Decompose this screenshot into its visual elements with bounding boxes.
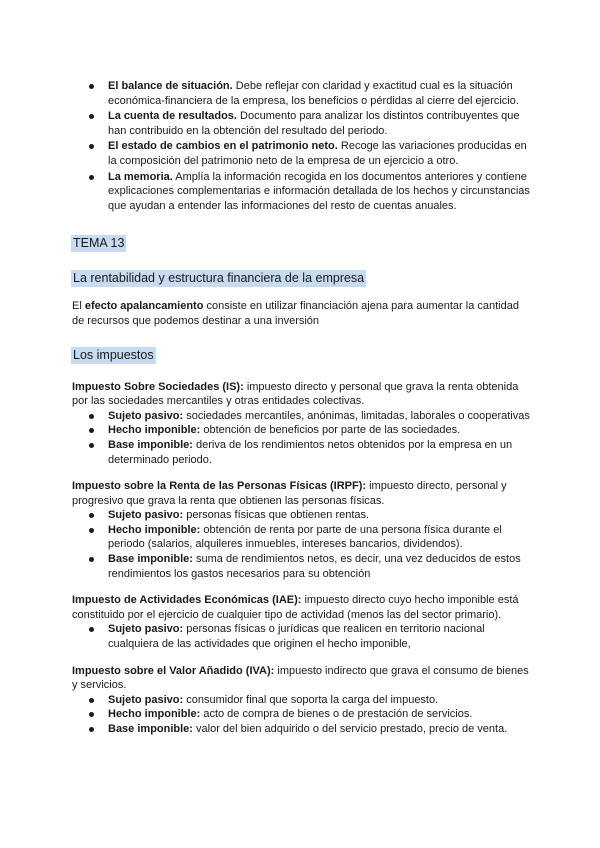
bullet-icon: [89, 414, 94, 419]
tax-block-irpf: [72, 479, 532, 581]
list-item-term: Hecho imponible:: [108, 523, 201, 536]
tax-desc: impuesto directo cuyo hecho imponible está constituido por el ejercicio de cualquier tipo de actividad (menos las del sector primario).: [72, 594, 519, 621]
list-item: [108, 170, 532, 214]
tax-intro: [72, 593, 532, 622]
bullet-icon: [89, 114, 94, 119]
list-item-text: Documento para analizar los distintos contribuyentes que han contribuido en la obtención del resultado del periodo.: [108, 110, 520, 137]
paragraph-text: El: [72, 300, 85, 313]
list-item-term: Sujeto pasivo:: [108, 623, 184, 636]
tax-desc: impuesto directo y personal que grava la renta obtenida por las sociedades mercantiles y otras entidades colectivas.: [72, 380, 519, 408]
paragraph-term: efecto apalancamiento: [84, 300, 204, 313]
list-item: [108, 508, 532, 523]
tax-block-is: [72, 380, 532, 468]
bullet-icon: [89, 428, 94, 433]
list-item: [108, 409, 532, 424]
bullet-icon: [89, 557, 94, 562]
list-item-term: El estado de cambios en el patrimonio neto.: [108, 140, 338, 153]
list-item-term: Base imponible:: [108, 553, 193, 566]
list-item: [108, 438, 532, 467]
list-item: [108, 622, 532, 651]
tax-desc: impuesto indirecto que grava el consumo de bienes y servicios.: [72, 664, 529, 692]
list-item: [108, 693, 532, 708]
tema-heading-block: [72, 235, 532, 252]
tax-name: Impuesto Sobre Sociedades (IS):: [72, 380, 244, 393]
list-item: [108, 523, 532, 552]
list-item-term: Sujeto pasivo:: [108, 693, 184, 706]
section-heading-block: [72, 270, 532, 287]
list-item: [108, 722, 532, 737]
tax-items: [108, 508, 532, 581]
tema-heading: TEMA 13: [73, 236, 125, 251]
apalancamiento-paragraph: [72, 299, 532, 328]
bullet-icon: [89, 443, 94, 448]
list-item: [108, 79, 532, 108]
tax-intro: [72, 380, 532, 409]
tax-items: [108, 622, 532, 651]
document-content: [72, 79, 532, 737]
list-item-term: La memoria.: [108, 170, 173, 183]
tax-block-iae: [72, 593, 532, 651]
list-item-term: Hecho imponible:: [108, 708, 201, 721]
bullet-icon: [89, 528, 94, 533]
tax-name: Impuesto sobre el Valor Añadido (IVA):: [72, 664, 275, 677]
list-item-text: suma de rendimientos netos, es decir, una vez deducidos de estos rendimientos los gastos necesarios para su obtención: [108, 553, 521, 580]
list-item-text: personas físicas o jurídicas que realicen en territorio nacional cualquiera de las actividades que originen el hecho imponible,: [108, 623, 485, 651]
list-item: [108, 423, 532, 438]
tax-desc: impuesto directo, personal y progresivo que grava la renta que obtienen las personas físicas.: [72, 480, 507, 507]
list-item-text: obtención de renta por parte de una persona física durante el periodo (salarios, alquileres inmuebles, intereses bancarios, dividendos).: [108, 523, 502, 551]
list-item-text: obtención de beneficios por parte de las sociedades.: [200, 424, 461, 437]
list-item-text: valor del bien adquirido o del servicio prestado, precio de venta.: [192, 723, 508, 735]
annual-accounts-list: [108, 79, 532, 213]
bullet-icon: [89, 513, 94, 518]
list-item-term: El balance de situación.: [108, 80, 233, 92]
list-item-text: Amplía la información recogida en los documentos anteriores y contiene explicaciones complementarias e información detallada de los hechos y circunstancias que ayudan a entender las informaciones del resto de cuentas anuales.: [108, 170, 530, 212]
list-item: [108, 552, 532, 581]
list-item-term: Sujeto pasivo:: [108, 509, 184, 522]
bullet-icon: [89, 84, 94, 89]
tax-name: Impuesto de Actividades Económicas (IAE):: [72, 594, 302, 607]
tax-block-iva: [72, 664, 532, 737]
list-item: [108, 139, 532, 168]
impuestos-heading: Los impuestos: [73, 347, 154, 362]
tax-items: [108, 409, 532, 467]
bullet-icon: [89, 727, 94, 732]
paragraph-text: consiste en utilizar financiación ajena para aumentar la cantidad de recursos que podemos destinar a una inversión: [72, 300, 519, 327]
tax-intro: [72, 664, 532, 693]
list-item-text: acto de compra de bienes o de prestación de servicios.: [200, 708, 473, 721]
bullet-icon: [89, 144, 94, 149]
list-item-text: consumidor final que soporta la carga del impuesto.: [183, 693, 439, 706]
list-item-term: La cuenta de resultados.: [108, 110, 237, 123]
list-item-term: Sujeto pasivo:: [108, 409, 184, 422]
list-item-term: Hecho imponible:: [108, 424, 201, 437]
list-item-text: deriva de los rendimientos netos obtenidos por la empresa en un determinado periodo.: [108, 438, 513, 466]
list-item: [108, 707, 532, 722]
list-item-term: Base imponible:: [108, 723, 193, 735]
impuestos-heading-block: [72, 347, 532, 364]
bullet-icon: [89, 698, 94, 703]
bullet-icon: [89, 627, 94, 632]
tax-items: [108, 693, 532, 737]
bullet-icon: [89, 175, 94, 180]
list-item-term: Base imponible:: [108, 438, 193, 451]
tax-intro: [72, 479, 532, 508]
list-item-text: personas físicas que obtienen rentas.: [183, 509, 370, 522]
list-item-text: Debe reflejar con claridad y exactitud cual es la situación económica-financiera de la empresa, los beneficios o pérdidas al cierre del ejercicio.: [108, 80, 519, 107]
tax-name: Impuesto sobre la Renta de las Personas Físicas (IRPF):: [72, 480, 367, 493]
list-item-text: Recoge las variaciones producidas en la composición del patrimonio neto de la empresa de un ejercicio a otro.: [108, 140, 527, 167]
section-heading: La rentabilidad y estructura financiera de la empresa: [73, 271, 365, 286]
list-item: [108, 109, 532, 138]
list-item-text: sociedades mercantiles, anónimas, limitadas, laborales o cooperativas: [183, 409, 530, 422]
bullet-icon: [89, 712, 94, 717]
